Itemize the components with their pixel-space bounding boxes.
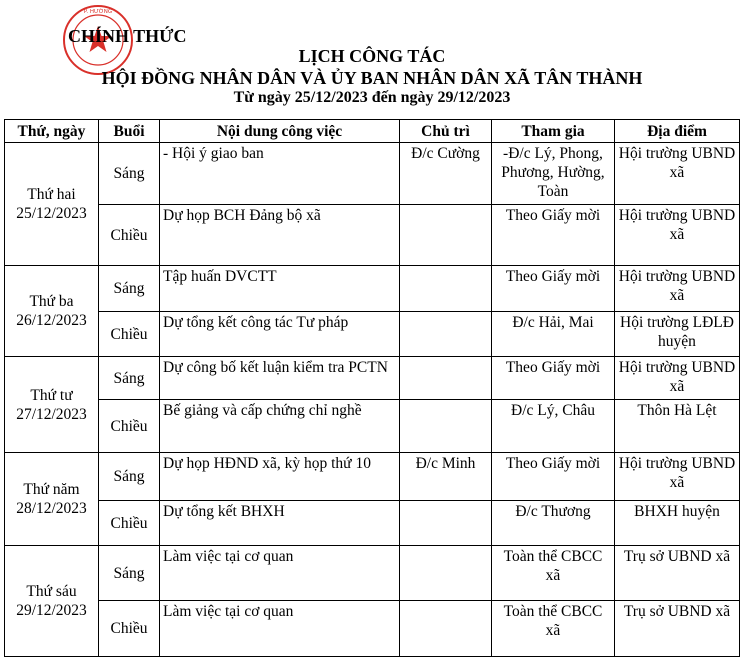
day-cell [5,546,99,657]
chair-cell [400,266,492,312]
day-name: Thứ sáu [26,583,77,600]
location-cell: Hội trường UBND xã [615,266,740,312]
location-cell: Thôn Hà Lệt [615,400,740,453]
content-cell: Tập huấn DVCTT [160,266,400,312]
location-cell: Hội trường UBND xã [615,143,740,205]
table-header-row [5,120,740,143]
location-cell: Hội trường UBND xã [615,357,740,400]
participants-cell: Theo Giấy mời [492,266,615,312]
day-cell [5,357,99,453]
session-cell: Sáng [99,266,160,312]
day-date: 26/12/2023 [16,312,87,329]
location-cell: BHXH huyện [615,501,740,546]
chair-cell [400,205,492,266]
participants-cell: Theo Giấy mời [492,453,615,501]
content-cell: Dự tổng kết công tác Tư pháp [160,312,400,357]
day-cell [5,143,99,266]
day-date: 28/12/2023 [16,500,87,517]
session-cell: Chiều [99,205,160,266]
participants-cell: Theo Giấy mời [492,357,615,400]
participants-cell: Toàn thể CBCC xã [492,546,615,601]
official-label: CHÍNH THỨC [68,26,187,46]
participants-cell: Theo Giấy mời [492,205,615,266]
table-row [5,501,740,546]
table-row [5,143,740,205]
column-header-participants: Tham gia [492,120,615,143]
chair-cell [400,546,492,601]
page-title: LỊCH CÔNG TÁC [298,46,446,66]
table-row [5,205,740,266]
date-range: Từ ngày 25/12/2023 đến ngày 29/12/2023 [233,89,511,106]
chair-cell [400,400,492,453]
participants-cell: Đ/c Hải, Mai [492,312,615,357]
location-cell: Hội trường LĐLĐ huyện [615,312,740,357]
location-cell: Hội trường UBND xã [615,205,740,266]
location-cell: Hội trường UBND xã [615,453,740,501]
participants-cell: Đ/c Thương [492,501,615,546]
day-name: Thứ tư [30,386,73,404]
day-name: Thứ hai [27,186,76,203]
day-name: Thứ ba [29,293,74,310]
day-date: 25/12/2023 [16,205,87,222]
schedule-table [4,119,740,657]
content-cell: Làm việc tại cơ quan [160,546,400,601]
participants-cell: -Đ/c Lý, Phong, Phương, Hường, Toàn [492,143,615,205]
participants-cell: Toàn thể CBCC xã [492,601,615,657]
chair-cell [400,357,492,400]
day-cell [5,453,99,546]
table-row [5,453,740,501]
session-cell: Sáng [99,143,160,205]
table-row [5,400,740,453]
content-cell: Dự tổng kết BHXH [160,501,400,546]
table-row [5,601,740,657]
session-cell: Sáng [99,453,160,501]
table-row [5,312,740,357]
session-cell: Sáng [99,546,160,601]
content-cell: - Hội ý giao ban [160,143,400,205]
table-row [5,546,740,601]
chair-cell [400,501,492,546]
session-cell: Chiều [99,312,160,357]
chair-cell [400,601,492,657]
location-cell: Trụ sở UBND xã [615,601,740,657]
column-header-chair: Chủ trì [400,120,492,143]
column-header-location: Địa điểm [615,120,740,143]
session-cell: Chiều [99,400,160,453]
content-cell: Làm việc tại cơ quan [160,601,400,657]
chair-cell: Đ/c Minh [400,453,492,501]
day-cell [5,266,99,357]
table-row [5,357,740,400]
day-name: Thứ năm [23,481,80,498]
content-cell: Dự công bố kết luận kiểm tra PCTN [160,357,400,400]
page-subtitle: HỘI ĐỒNG NHÂN DÂN VÀ ỦY BAN NHÂN DÂN XÃ TÂN THÀNH [101,68,643,88]
column-header-day: Thứ, ngày [5,120,99,143]
participants-cell: Đ/c Lý, Châu [492,400,615,453]
table-row [5,266,740,312]
session-cell: Chiều [99,601,160,657]
content-cell: Dự họp BCH Đảng bộ xã [160,205,400,266]
content-cell: Bế giảng và cấp chứng chỉ nghề [160,400,400,453]
column-header-content: Nội dung công việc [160,120,400,143]
chair-cell: Đ/c Cường [400,143,492,205]
session-cell: Chiều [99,501,160,546]
day-date: 29/12/2023 [16,602,87,619]
chair-cell [400,312,492,357]
column-header-session: Buổi [99,120,160,143]
svg-text:P. HƯỜNG: P. HƯỜNG [83,9,113,15]
session-cell: Sáng [99,357,160,400]
day-date: 27/12/2023 [16,405,87,423]
location-cell: Trụ sở UBND xã [615,546,740,601]
content-cell: Dự họp HĐND xã, kỳ họp thứ 10 [160,453,400,501]
